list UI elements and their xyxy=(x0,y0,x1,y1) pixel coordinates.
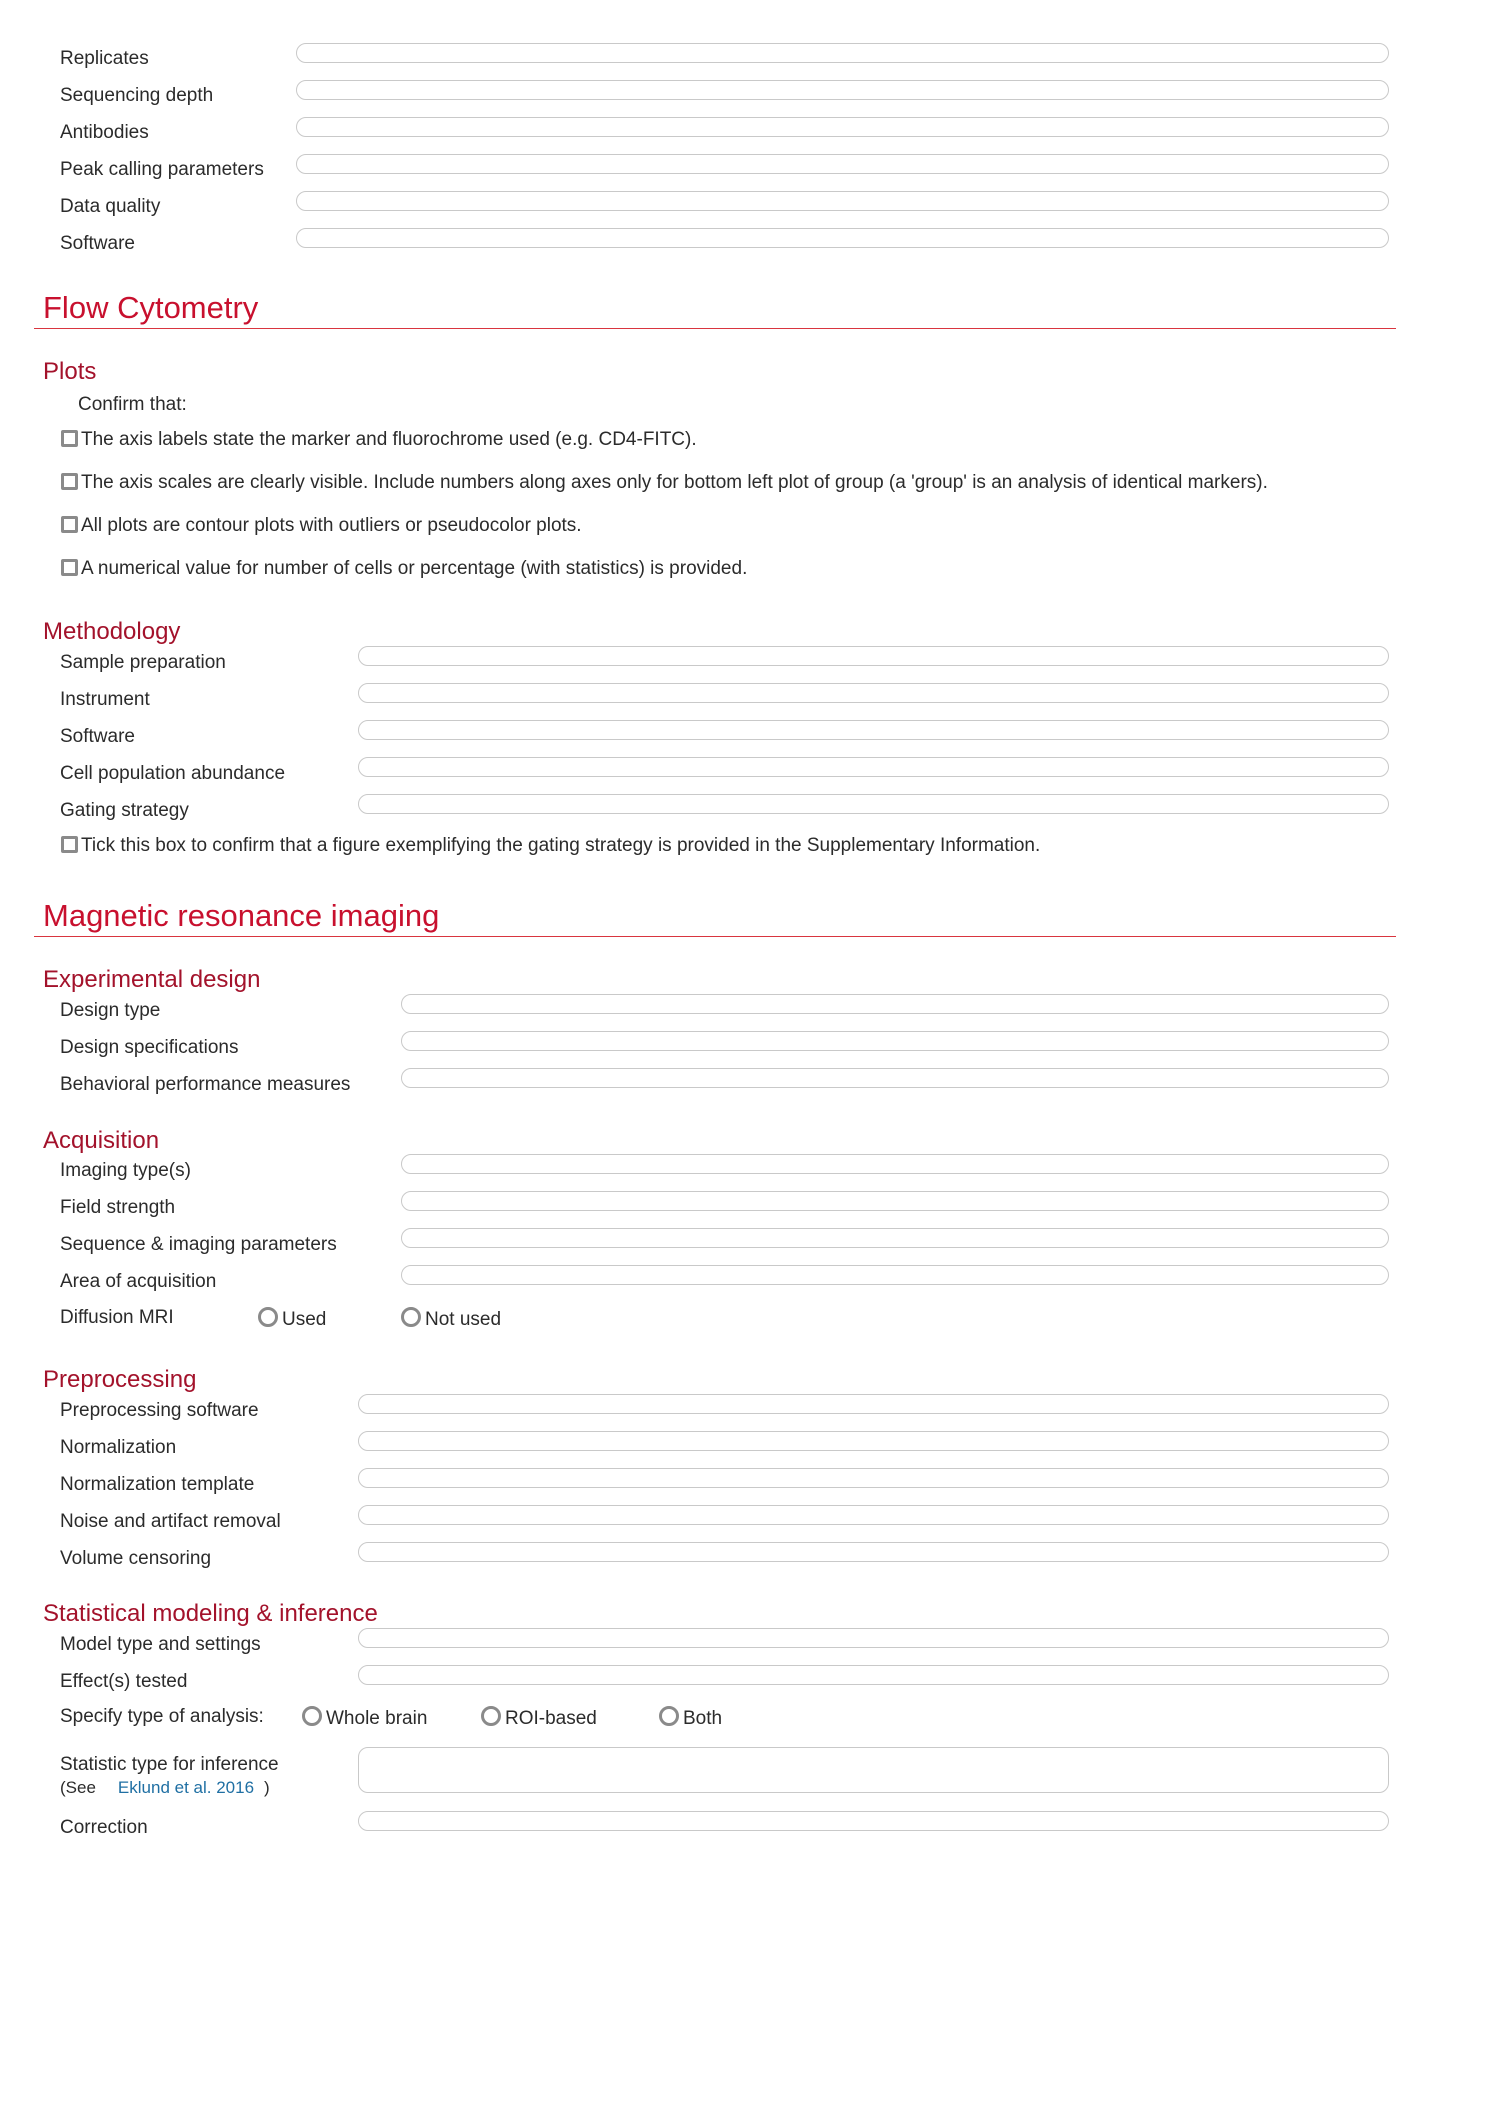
volume-censoring-input[interactable] xyxy=(358,1542,1389,1562)
check-label: Tick this box to confirm that a figure exemplifying the gating strategy is provided in the Supplementary Information. xyxy=(81,835,1041,856)
field-label-design-specifications: Design specifications xyxy=(60,1037,239,1058)
whole-brain-radio[interactable] xyxy=(302,1706,322,1726)
field-label-software: Software xyxy=(60,726,135,747)
field-label-effects-tested: Effect(s) tested xyxy=(60,1671,188,1692)
roi-based-radio[interactable] xyxy=(481,1706,501,1726)
behavioral-measures-input[interactable] xyxy=(401,1068,1389,1088)
section-divider xyxy=(34,936,1396,937)
normalization-template-input[interactable] xyxy=(358,1468,1389,1488)
subsection-title-acquisition: Acquisition xyxy=(43,1127,160,1154)
see-reference xyxy=(60,1777,270,1799)
subsection-title-plots: Plots xyxy=(43,358,97,385)
field-label-field-strength: Field strength xyxy=(60,1197,176,1218)
check-label: All plots are contour plots with outliers or pseudocolor plots. xyxy=(81,515,582,536)
check-label: A numerical value for number of cells or percentage (with statistics) is provided. xyxy=(81,558,748,579)
field-label-imaging-type: Imaging type(s) xyxy=(60,1160,191,1181)
both-radio[interactable] xyxy=(659,1706,679,1726)
area-of-acquisition-input[interactable] xyxy=(401,1265,1389,1285)
radio-label-whole-brain: Whole brain xyxy=(326,1708,428,1729)
see-open: (See xyxy=(60,1778,96,1797)
preprocessing-software-input[interactable] xyxy=(358,1394,1389,1414)
checkbox[interactable] xyxy=(61,516,78,533)
data-quality-input[interactable] xyxy=(296,191,1389,211)
field-label-design-type: Design type xyxy=(60,1000,161,1021)
effects-tested-input[interactable] xyxy=(358,1665,1389,1685)
subsection-title-experimental-design: Experimental design xyxy=(43,966,261,993)
checkbox[interactable] xyxy=(61,430,78,447)
field-label-volume-censoring: Volume censoring xyxy=(60,1548,212,1569)
gating-figure-check-row xyxy=(61,835,1040,857)
correction-input[interactable] xyxy=(358,1811,1389,1831)
field-label-cell-population: Cell population abundance xyxy=(60,763,286,784)
field-label-model-type: Model type and settings xyxy=(60,1634,261,1655)
design-specifications-input[interactable] xyxy=(401,1031,1389,1051)
check-label: The axis scales are clearly visible. Include numbers along axes only for bottom left plot of group (a 'group' is an analysis of identical markers). xyxy=(81,472,1268,493)
antibodies-input[interactable] xyxy=(296,117,1389,137)
field-strength-input[interactable] xyxy=(401,1191,1389,1211)
field-label-preprocessing-software: Preprocessing software xyxy=(60,1400,259,1421)
field-label-instrument: Instrument xyxy=(60,689,150,710)
flow-software-input[interactable] xyxy=(358,720,1389,740)
diffusion-not-used-radio[interactable] xyxy=(401,1307,421,1327)
gating-strategy-input[interactable] xyxy=(358,794,1389,814)
plots-check-row xyxy=(61,472,1268,494)
diffusion-used-radio[interactable] xyxy=(258,1307,278,1327)
subsection-title-statistical: Statistical modeling & inference xyxy=(43,1600,378,1627)
eklund-reference-link[interactable]: Eklund et al. 2016 xyxy=(117,1778,255,1797)
sample-preparation-input[interactable] xyxy=(358,646,1389,666)
field-label-noise-removal: Noise and artifact removal xyxy=(60,1511,281,1532)
field-label-sequencing-depth: Sequencing depth xyxy=(60,85,214,106)
design-type-input[interactable] xyxy=(401,994,1389,1014)
field-label-diffusion-mri: Diffusion MRI xyxy=(60,1307,174,1328)
field-label-gating-strategy: Gating strategy xyxy=(60,800,189,821)
field-label-normalization-template: Normalization template xyxy=(60,1474,255,1495)
see-close: ) xyxy=(264,1778,270,1797)
section-title-mri: Magnetic resonance imaging xyxy=(43,898,440,933)
checkbox[interactable] xyxy=(61,473,78,490)
instrument-input[interactable] xyxy=(358,683,1389,703)
checkbox[interactable] xyxy=(61,559,78,576)
section-title-flow-cytometry: Flow Cytometry xyxy=(43,290,259,325)
checkbox[interactable] xyxy=(61,836,78,853)
field-label-behavioral-measures: Behavioral performance measures xyxy=(60,1074,351,1095)
radio-label-not-used: Not used xyxy=(425,1309,502,1330)
plots-check-row xyxy=(61,429,697,451)
field-label-statistic-type: Statistic type for inference xyxy=(60,1754,279,1775)
field-label-area-of-acquisition: Area of acquisition xyxy=(60,1271,217,1292)
radio-label-both: Both xyxy=(683,1708,723,1729)
normalization-input[interactable] xyxy=(358,1431,1389,1451)
field-label-sample-preparation: Sample preparation xyxy=(60,652,226,673)
field-label-replicates: Replicates xyxy=(60,48,149,69)
statistic-type-input[interactable] xyxy=(358,1747,1389,1793)
field-label-data-quality: Data quality xyxy=(60,196,161,217)
peak-calling-input[interactable] xyxy=(296,154,1389,174)
subsection-title-methodology: Methodology xyxy=(43,618,181,645)
field-label-antibodies: Antibodies xyxy=(60,122,149,143)
plots-check-row xyxy=(61,515,582,537)
radio-label-used: Used xyxy=(282,1309,327,1330)
section-divider xyxy=(34,328,1396,329)
plots-check-row xyxy=(61,558,747,580)
check-label: The axis labels state the marker and fluorochrome used (e.g. CD4-FITC). xyxy=(81,429,697,450)
software-input[interactable] xyxy=(296,228,1389,248)
replicates-input[interactable] xyxy=(296,43,1389,63)
sequencing-depth-input[interactable] xyxy=(296,80,1389,100)
plots-intro: Confirm that: xyxy=(78,394,187,415)
field-label-peak-calling: Peak calling parameters xyxy=(60,159,264,180)
subsection-title-preprocessing: Preprocessing xyxy=(43,1366,197,1393)
field-label-correction: Correction xyxy=(60,1817,148,1838)
cell-population-input[interactable] xyxy=(358,757,1389,777)
noise-removal-input[interactable] xyxy=(358,1505,1389,1525)
sequence-parameters-input[interactable] xyxy=(401,1228,1389,1248)
field-label-sequence-parameters: Sequence & imaging parameters xyxy=(60,1234,337,1255)
radio-label-roi-based: ROI-based xyxy=(505,1708,597,1729)
model-type-input[interactable] xyxy=(358,1628,1389,1648)
field-label-software: Software xyxy=(60,233,135,254)
imaging-type-input[interactable] xyxy=(401,1154,1389,1174)
field-label-normalization: Normalization xyxy=(60,1437,177,1458)
analysis-type-label: Specify type of analysis: xyxy=(60,1706,264,1727)
